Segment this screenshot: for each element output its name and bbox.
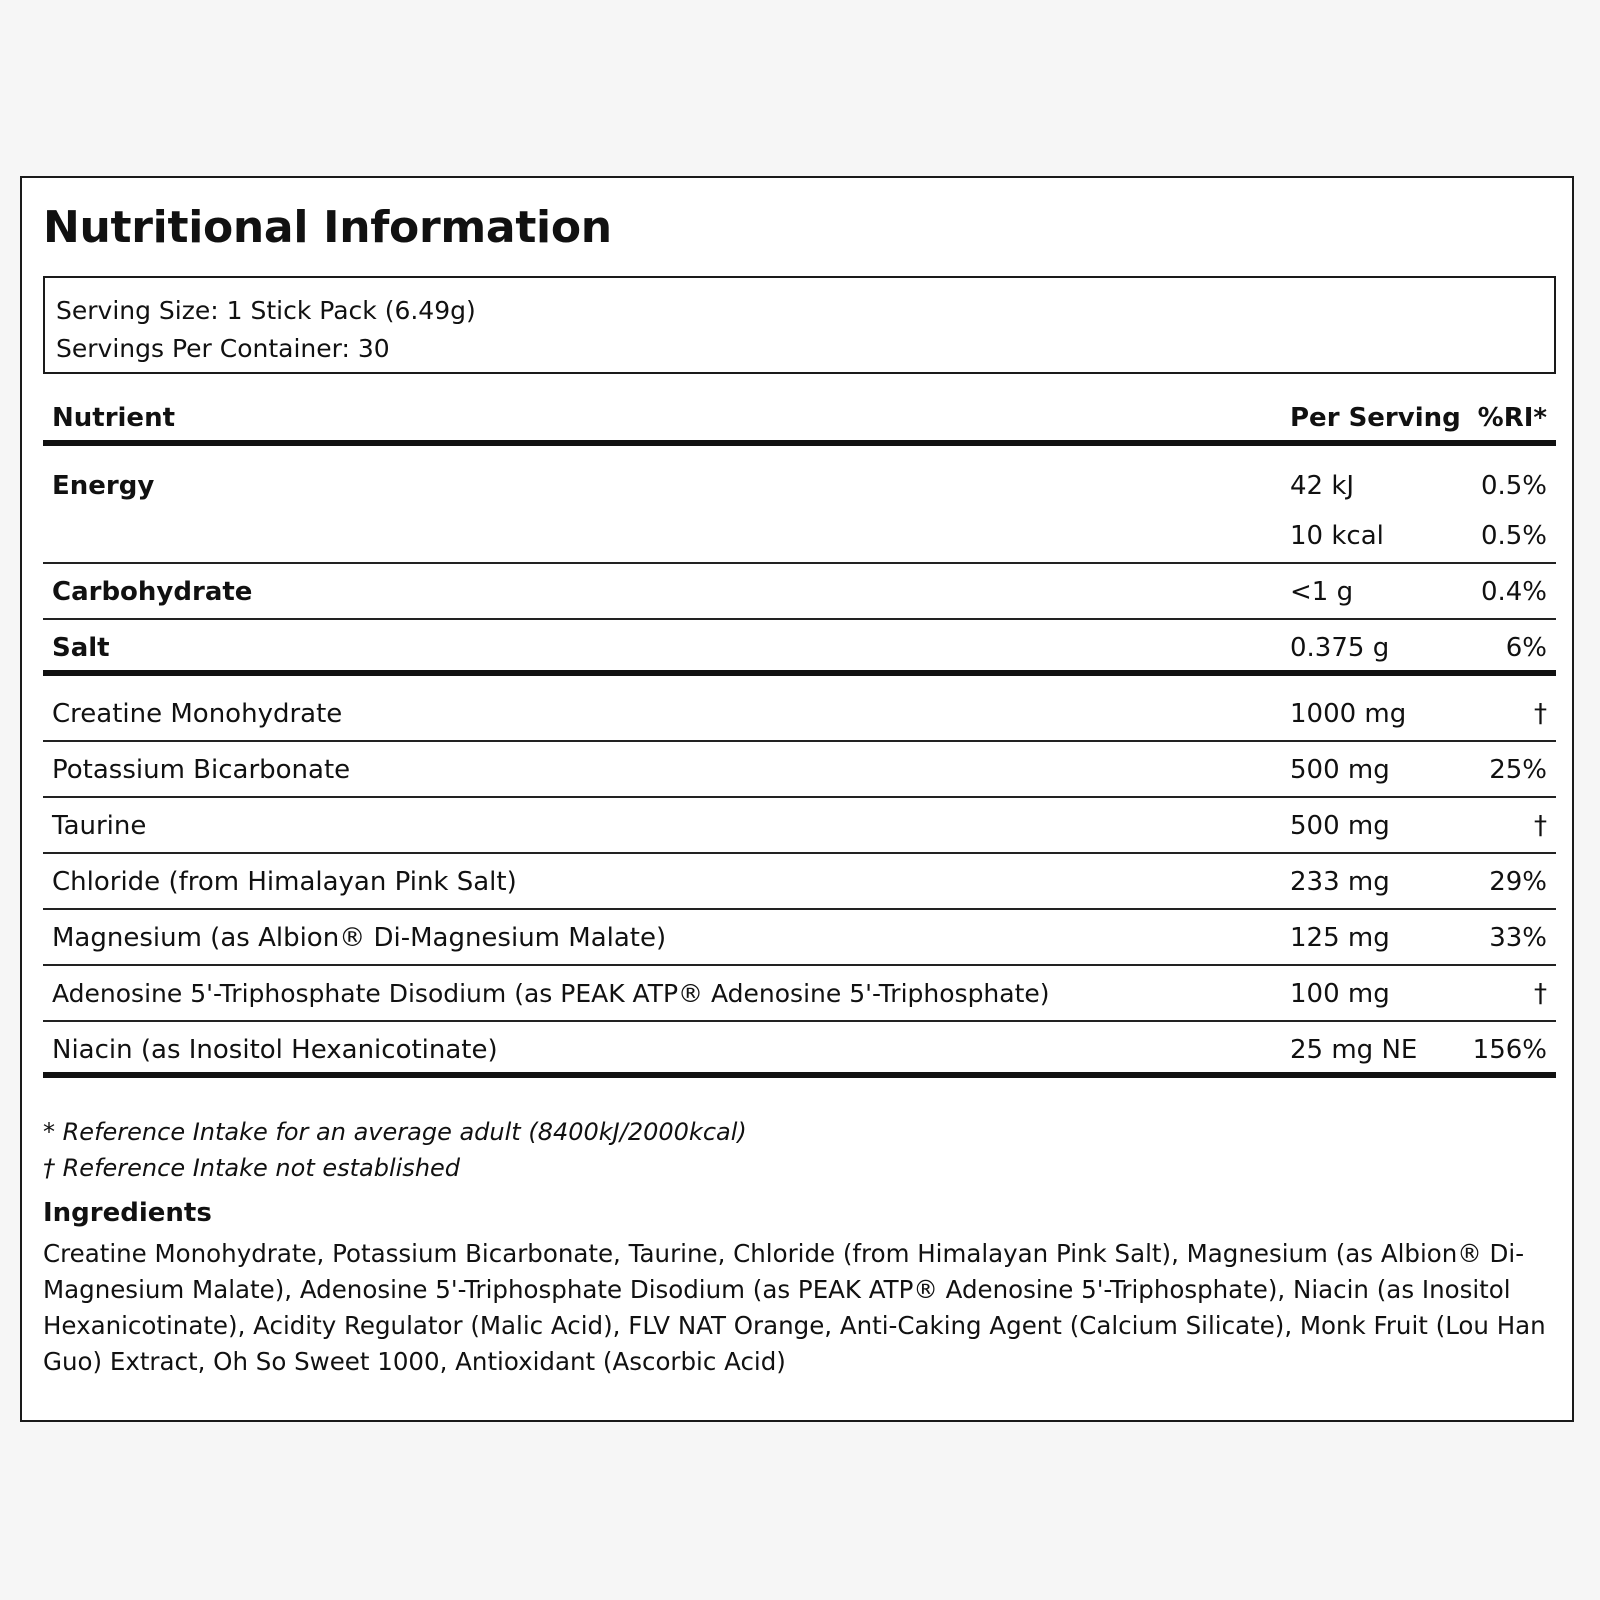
row-ri: 6% — [1505, 633, 1547, 663]
label-title: Nutritional Information — [43, 202, 612, 253]
header-per-serving: Per Serving — [1290, 403, 1461, 433]
row-amount: 10 kcal — [1290, 521, 1384, 551]
row-amount: 1000 mg — [1290, 699, 1407, 729]
row-ri: 29% — [1489, 867, 1547, 897]
table-header — [43, 378, 1556, 446]
row-ri: 33% — [1489, 923, 1547, 953]
table-row-niacin — [43, 1022, 1556, 1078]
table-row-energy-kcal — [43, 516, 1556, 564]
row-name: Chloride (from Himalayan Pink Salt) — [52, 867, 517, 897]
row-name: Carbohydrate — [52, 577, 253, 607]
row-amount: 0.375 g — [1290, 633, 1390, 663]
table-row-taurine — [43, 798, 1556, 854]
row-ri: 25% — [1489, 755, 1547, 785]
row-ri: † — [1534, 699, 1547, 729]
table-row-salt — [43, 620, 1556, 676]
row-name: Magnesium (as Albion® Di-Magnesium Malate) — [52, 923, 667, 953]
table-row-creatine — [43, 676, 1556, 742]
row-ri: 0.5% — [1480, 471, 1547, 501]
serving-size: Serving Size: 1 Stick Pack (6.49g) — [56, 296, 476, 325]
row-amount: 100 mg — [1290, 979, 1390, 1009]
header-nutrient: Nutrient — [52, 403, 176, 433]
row-amount: <1 g — [1290, 577, 1354, 607]
nutrition-label — [20, 176, 1574, 1422]
table-row-chloride — [43, 854, 1556, 910]
row-amount: 25 mg NE — [1290, 1035, 1418, 1065]
row-ri: 0.5% — [1480, 521, 1547, 551]
ingredients-heading: Ingredients — [43, 1198, 212, 1228]
ingredients-list: Creatine Monohydrate, Potassium Bicarbonate, Taurine, Chloride (from Himalayan Pink Salt), Magnesium (as Albion® Di-Magnesium Malate), Adenosine 5'-Triphosphate Disodium (as PEAK ATP® Adenosine 5'-Triphosphate), Niacin (as Inositol Hexanicotinate), Acidity Regulator (Malic Acid), FLV NAT Orange, Anti-Caking Agent (Calcium Silicate), Monk Fruit (Lou Han Guo) Extract, Oh So Sweet 1000, Antioxidant (Ascorbic Acid) — [43, 1239, 1546, 1376]
row-name: Energy — [52, 471, 155, 501]
row-ri: † — [1534, 811, 1547, 841]
serving-info-box — [43, 276, 1556, 374]
row-amount: 42 kJ — [1290, 471, 1355, 501]
nutrition-table — [43, 378, 1556, 1078]
header-ri: %RI* — [1477, 403, 1547, 433]
row-name: Taurine — [52, 811, 147, 841]
row-ri: 0.4% — [1480, 577, 1547, 607]
row-ri: † — [1534, 979, 1547, 1009]
row-ri: 156% — [1472, 1035, 1547, 1065]
table-row-carbohydrate — [43, 564, 1556, 620]
servings-per-container: Servings Per Container: 30 — [56, 334, 390, 363]
table-row-atp — [43, 966, 1556, 1022]
table-row-energy-kj — [43, 446, 1556, 516]
row-amount: 500 mg — [1290, 755, 1390, 785]
table-row-magnesium — [43, 910, 1556, 966]
row-name: Niacin (as Inositol Hexanicotinate) — [52, 1035, 498, 1065]
row-amount: 500 mg — [1290, 811, 1390, 841]
row-name: Adenosine 5'-Triphosphate Disodium (as PEAK ATP® Adenosine 5'-Triphosphate) — [52, 979, 1050, 1008]
row-name: Creatine Monohydrate — [52, 699, 343, 729]
row-amount: 233 mg — [1290, 867, 1390, 897]
row-amount: 125 mg — [1290, 923, 1390, 953]
row-name: Salt — [52, 633, 110, 663]
row-name: Potassium Bicarbonate — [52, 755, 351, 785]
ri-footnote: * Reference Intake for an average adult (8400kJ/2000kcal) — [43, 1118, 747, 1146]
table-row-potassium — [43, 742, 1556, 798]
dagger-footnote: † Reference Intake not established — [43, 1154, 461, 1182]
footnotes — [43, 1114, 747, 1186]
